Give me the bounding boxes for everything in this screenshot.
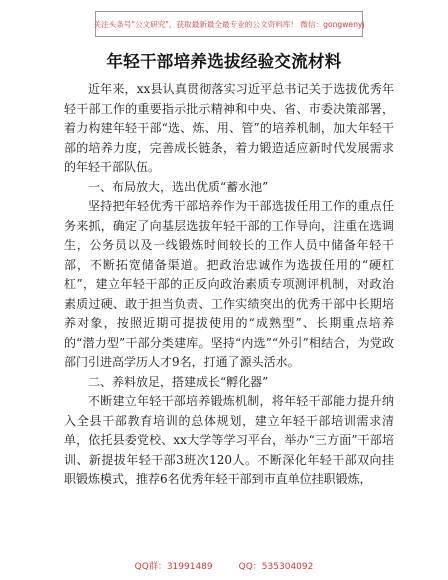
promo-banner-text: 关注头条号"公文研究"，获取最新最全最专业的公文资料库！ 微信：gongwenyj bbox=[93, 19, 365, 29]
document-title: 年轻干部培养选拔经验交流材料 bbox=[106, 52, 342, 71]
paragraph-section-1: 坚持把年轻优秀干部培养作为干部选拔任用工作的重点任务来抓，确定了向基层选拔年轻干部的工作导向，注重在选调生，公务员以及一线锻炼时间较长的工作人员中储备年轻干部，不断拓宽储备渠道。把政治忠诚作为选拔任用的“硬杠杠”，建立年轻干部的正反向政治素质专项测评机制，对政治素质过硬、敢于担当负责、工作实绩突出的优秀干部中长期培养对象，按照近期可提拔使用的“成熟型”、长期重点培养的“潜力型”干部分类建库。坚持“内选”“外引”相结合，为党政部门引进高学历人才9名，打通了源头活水。 bbox=[64, 199, 394, 369]
qq-group-text: QQ群：31991489 bbox=[134, 562, 213, 572]
contact-footer bbox=[0, 559, 448, 572]
document-body bbox=[64, 80, 394, 490]
qq-text: QQ：535304092 bbox=[238, 562, 314, 572]
section-heading-2: 二、养料放足，搭建成长“孵化器” bbox=[88, 374, 269, 389]
paragraph-section-2: 不断建立年轻干部培养锻炼机制，将年轻干部能力提升纳入全县干部教育培训的总体规划，建立年轻干部培训需求清单，依托县委党校、xx大学等学习平台，举办“三方面”干部培训、新提拔年轻干部3班次120人。不断深化年轻干部双向挂职锻炼模式，推荐6名优秀年轻干部到市直单位挂职锻炼， bbox=[64, 394, 394, 486]
promo-banner bbox=[95, 11, 363, 37]
section-heading-1: 一、布局放大，选出优质“蓄水池” bbox=[88, 179, 269, 194]
paragraph-intro: 近年来，xx县认真贯彻落实习近平总书记关于选拔优秀年轻干部工作的重要指示批示精神和中央、省、市委决策部署，着力构建年轻干部“选、炼、用、管”的培养机制，加大年轻干部的培养力度，完善成长链条，着力锻造适应新时代发展需求的年轻干部队伍。 bbox=[64, 82, 394, 174]
